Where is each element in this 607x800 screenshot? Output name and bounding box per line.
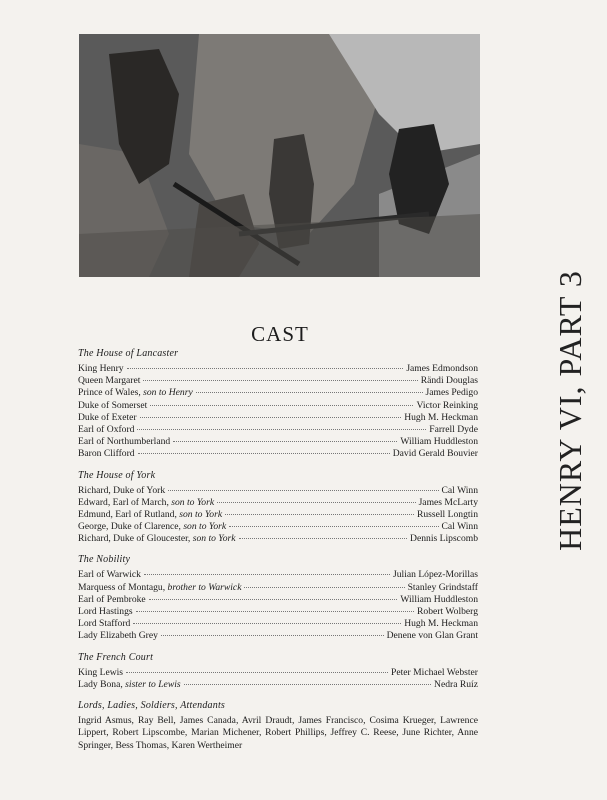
cast-section — [78, 470, 478, 546]
role-label: King Henry — [78, 363, 124, 374]
role-note: brother to Warwick — [167, 581, 242, 593]
cast-row — [78, 497, 478, 509]
role-note: son to York — [171, 496, 215, 508]
role-label: Edmund, Earl of Rutland, — [78, 508, 177, 520]
role-label: Marquess of Montagu, — [78, 581, 166, 593]
leader-dots — [168, 490, 438, 491]
ensemble-title: Lords, Ladies, Soldiers, Attendants — [78, 699, 226, 711]
actor-name: James Pedigo — [425, 387, 478, 399]
actor-name: Russell Longtin — [416, 508, 478, 520]
role-label: Queen Margaret — [78, 375, 141, 387]
actor-name: Denene von Glan Grant — [386, 630, 478, 642]
actor-name: Cal Winn — [441, 521, 478, 533]
leader-dots — [140, 417, 402, 418]
leader-dots — [196, 392, 423, 393]
cast-list — [78, 348, 478, 761]
leader-dots — [244, 587, 404, 588]
cast-row — [78, 400, 478, 412]
actor-name: Peter Michael Webster — [391, 666, 478, 678]
leader-dots — [137, 429, 426, 430]
role-label: Prince of Wales, — [78, 387, 141, 399]
leader-dots — [161, 635, 384, 636]
role-name — [78, 448, 135, 460]
role-label: Duke of Exeter — [78, 411, 137, 423]
role-name — [78, 594, 146, 606]
role-name — [78, 569, 141, 581]
role-name — [78, 387, 193, 399]
role-name — [78, 582, 241, 594]
role-label: King Lewis — [78, 666, 124, 678]
actor-name: Stanley Grindstaff — [407, 581, 478, 593]
leader-dots — [217, 502, 415, 503]
role-name — [78, 533, 236, 545]
leader-dots — [150, 405, 413, 406]
cast-row — [78, 436, 478, 448]
play-title-text: HENRY VI, PART 3 — [551, 269, 588, 551]
cast-row — [78, 630, 478, 642]
role-name — [78, 521, 226, 533]
role-label: Lady Bona, — [78, 678, 123, 690]
role-label: Earl of Oxford — [78, 423, 135, 435]
leader-dots — [136, 611, 414, 612]
leader-dots — [173, 441, 397, 442]
leader-dots — [184, 684, 431, 685]
actor-name: Farrell Dyde — [429, 423, 478, 435]
actor-name: David Gerald Bouvier — [392, 448, 478, 460]
leader-dots — [225, 514, 414, 515]
role-name — [78, 363, 124, 375]
cast-row — [78, 667, 478, 679]
role-name — [78, 436, 170, 448]
leader-dots — [127, 368, 404, 369]
cast-row — [78, 375, 478, 387]
role-name — [78, 375, 140, 387]
role-name — [78, 485, 165, 497]
role-name — [78, 497, 214, 509]
role-name — [78, 630, 158, 642]
role-label: Lady Elizabeth Grey — [78, 630, 158, 642]
section-title: The House of York — [78, 469, 156, 481]
cast-row — [78, 363, 478, 375]
actor-name: Victor Reinking — [416, 399, 478, 411]
cast-section — [78, 348, 478, 461]
leader-dots — [149, 599, 398, 600]
leader-dots — [143, 380, 417, 381]
ensemble-section — [78, 700, 478, 752]
leader-dots — [126, 672, 388, 673]
cast-row — [78, 387, 478, 399]
role-name — [78, 412, 137, 424]
role-label: Lord Stafford — [78, 618, 131, 630]
leader-dots — [133, 623, 401, 624]
cast-section — [78, 652, 478, 691]
actor-name: Robert Wolberg — [417, 606, 478, 617]
role-name — [78, 509, 222, 521]
actor-name: Hugh M. Heckman — [404, 411, 478, 423]
leader-dots — [239, 538, 407, 539]
role-label: Earl of Warwick — [78, 569, 141, 581]
cast-row — [78, 679, 478, 691]
actor-name: William Huddleston — [400, 436, 478, 448]
cast-row — [78, 594, 478, 606]
role-name — [78, 618, 130, 630]
cast-row — [78, 569, 478, 581]
ensemble-names: Ingrid Asmus, Ray Bell, James Canada, Avril Draudt, James Francisco, Cosima Krueger, Lawrence Lippert, Robert Lipscombe, Marian Michener, Robert Phillips, Jeffrey C. Reese, June Richter, Anne Springer, Bess Thomas, Karen Wertheimer — [78, 714, 478, 751]
play-title-vertical — [553, 240, 587, 580]
cast-row — [78, 412, 478, 424]
cast-row — [78, 582, 478, 594]
actor-name: Dennis Lipscomb — [410, 533, 478, 545]
role-name — [78, 667, 123, 679]
role-label: Earl of Northumberland — [78, 436, 171, 448]
role-note: son to York — [183, 521, 227, 533]
role-label: Lord Hastings — [78, 606, 133, 617]
cast-row — [78, 521, 478, 533]
cast-row — [78, 485, 478, 497]
actor-name: William Huddleston — [400, 593, 478, 605]
actor-name: James McLarty — [418, 496, 478, 508]
role-note: son to York — [192, 533, 236, 545]
role-name — [78, 424, 134, 436]
cast-row — [78, 424, 478, 436]
role-label: Earl of Pembroke — [78, 593, 146, 605]
role-note: son to York — [179, 508, 223, 520]
section-title: The French Court — [78, 651, 154, 663]
role-label: George, Duke of Clarence, — [78, 521, 181, 533]
role-label: Baron Clifford — [78, 448, 135, 460]
role-name — [78, 400, 147, 412]
actor-name: Cal Winn — [441, 484, 478, 496]
actor-name: Nedra Ruíz — [434, 678, 478, 690]
role-note: sister to Lewis — [125, 678, 181, 690]
role-name — [78, 606, 133, 618]
actor-name: Rändi Douglas — [420, 375, 478, 387]
cast-row — [78, 606, 478, 618]
role-label: Duke of Somerset — [78, 399, 148, 411]
actor-name: Hugh M. Heckman — [404, 618, 478, 630]
leader-dots — [229, 526, 438, 527]
production-photo — [79, 34, 480, 277]
leader-dots — [138, 453, 390, 454]
section-title: The House of Lancaster — [78, 348, 179, 359]
cast-section — [78, 554, 478, 642]
cast-row — [78, 618, 478, 630]
cast-heading: CAST — [251, 322, 309, 346]
role-label: Edward, Earl of March, — [78, 496, 169, 508]
leader-dots — [144, 574, 390, 575]
role-name — [78, 679, 181, 691]
actor-name: James Edmondson — [406, 363, 478, 374]
cast-row — [78, 448, 478, 460]
role-label: Richard, Duke of Gloucester, — [78, 533, 191, 545]
role-label: Richard, Duke of York — [78, 484, 166, 496]
cast-row — [78, 533, 478, 545]
cast-row — [78, 509, 478, 521]
role-note: son to Henry — [143, 387, 193, 399]
actor-name: Julian López-Morillas — [393, 569, 478, 581]
section-title: The Nobility — [78, 554, 131, 566]
